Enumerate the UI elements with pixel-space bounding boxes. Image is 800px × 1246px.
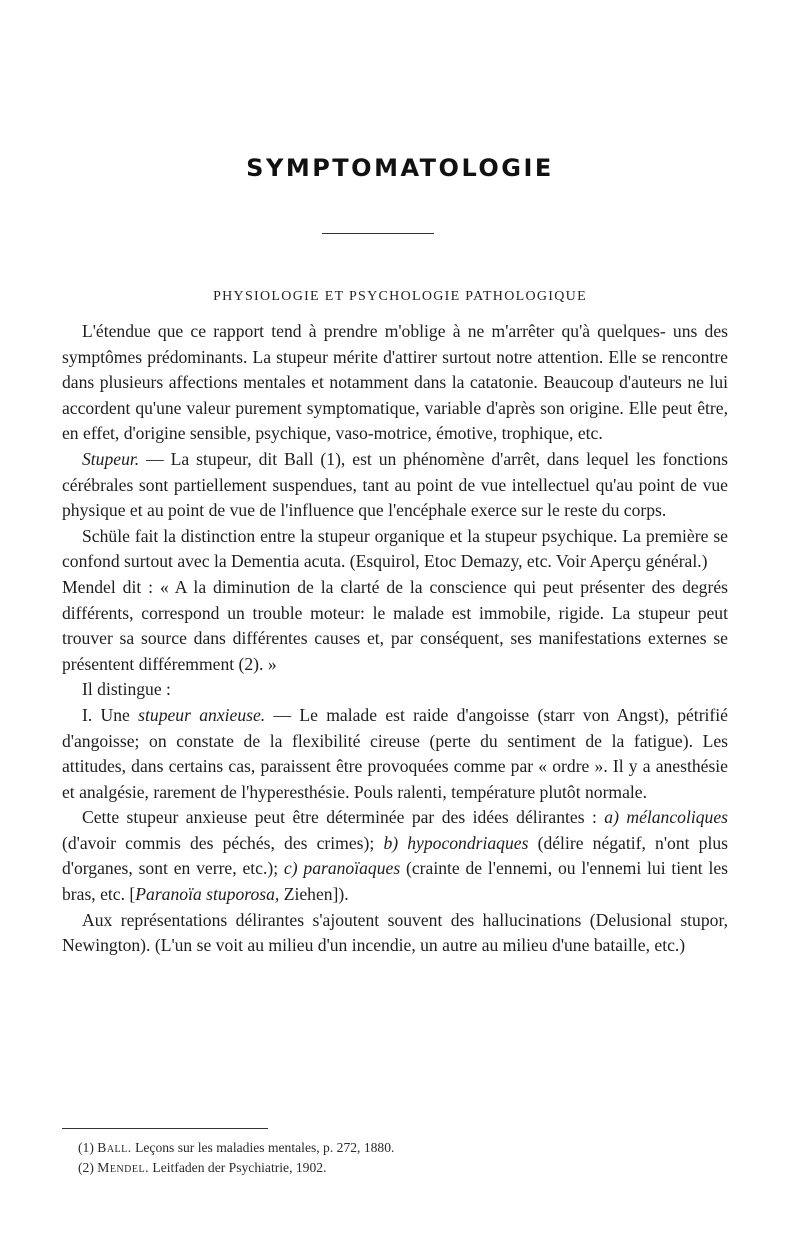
paragraph: Aux représentations délirantes s'ajoutent souvent des hallucinations (Delusional stupor, Newington). (L'un se voit au milieu d'un incendie, un autre au milieu d'une bataille, etc.) bbox=[62, 909, 728, 956]
paragraph bbox=[62, 447, 728, 524]
section-subtitle: PHYSIOLOGIE ET PSYCHOLOGIE PATHOLOGIQUE bbox=[213, 289, 587, 304]
page-title: SYMPTOMATOLOGIE bbox=[246, 154, 554, 182]
term-hypocondriaques: b) hypocondriaques bbox=[383, 832, 529, 853]
footnote-author: Ball. bbox=[97, 1140, 132, 1155]
footnotes bbox=[78, 1138, 678, 1178]
paragraph-text: Cette stupeur anxieuse peut être déterminée par des idées délirantes : bbox=[82, 807, 605, 828]
paragraph bbox=[62, 703, 728, 805]
footnote-divider bbox=[62, 1128, 268, 1129]
term-paranoia-stuporosa: Paranoïa stuporosa, bbox=[135, 884, 280, 905]
term-paranoiaques: c) paranoïaques bbox=[283, 858, 401, 879]
term-melancoliques: a) mélancoliques bbox=[604, 807, 728, 828]
footnote bbox=[78, 1158, 678, 1178]
title-divider bbox=[322, 233, 434, 234]
paragraph: Mendel dit : « A la diminution de la clarté de la conscience qui peut présenter des degrés différents, correspond un trouble moteur: le malade est immobile, rigide. La stupeur peut trouver sa source dans différentes causes et, par conséquent, ses manifestations externes se présentent différemment (2). » bbox=[62, 576, 728, 674]
footnote-text: Leitfaden der Psychiatrie, 1902. bbox=[149, 1160, 327, 1175]
paragraph: L'étendue que ce rapport tend à prendre m'oblige à ne m'arrêter qu'à quelques- uns des symptômes prédominants. La stupeur mérite d'attirer surtout notre attention. Elle se rencontre dans plusieurs affections mentales et notamment dans la catatonie. Beaucoup d'auteurs ne lui accordent qu'une valeur purement symptomatique, variable d'après son origine. Elle peut être, en effet, d'origine sensible, psychique, vaso-motrice, émotive, trophique, etc. bbox=[62, 321, 728, 444]
paragraph-text: (délire négatif, n'ont plus d'organes, sont en verre, etc.); bbox=[62, 832, 728, 879]
paragraph-text: — Le malade est raide d'angoisse (starr von Angst), pétrifié d'angoisse; on constate de la flexibilité cireuse (perte du sentiment de la fatigue). Les attitudes, dans certains cas, paraissent être provoquées comme par « ordre ». Il y a anesthésie et analgésie, rarement de l'hyperesthésie. Pouls ralenti, température plutôt normale. bbox=[62, 704, 728, 802]
paragraph-text: (d'avoir commis des péchés, des crimes); bbox=[62, 832, 384, 853]
paragraph: Schüle fait la distinction entre la stupeur organique et la stupeur psychique. La première se confond surtout avec la Dementia acuta. (Esquirol, Etoc Demazy, etc. Voir Aperçu général.) bbox=[62, 525, 728, 572]
paragraph: Il distingue : bbox=[82, 679, 171, 700]
paragraph bbox=[62, 805, 728, 907]
footnote-text: Leçons sur les maladies mentales, p. 272, 1880. bbox=[131, 1140, 395, 1155]
body-text bbox=[62, 319, 728, 959]
footnote-number: (2) bbox=[78, 1160, 94, 1175]
paragraph-lead: I. Une bbox=[82, 704, 139, 725]
footnote-author: Mendel. bbox=[97, 1160, 150, 1175]
term-stupeur-anxieuse: stupeur anxieuse. bbox=[138, 704, 266, 725]
paragraph-text: Ziehen]). bbox=[279, 884, 349, 905]
term-stupeur: Stupeur. bbox=[82, 448, 140, 469]
paragraph-text: — La stupeur, dit Ball (1), est un phénomène d'arrêt, dans lequel les fonctions cérébrales sont partiellement suspendues, tant au point de vue intellectuel qu'au point de vue physique et au point de vue de l'influence que l'encéphale exerce sur le reste du corps. bbox=[62, 448, 728, 521]
paragraph-text: (crainte de l'ennemi, ou l'ennemi lui tient les bras, etc. [ bbox=[62, 858, 729, 905]
footnote bbox=[78, 1138, 678, 1158]
footnote-number: (1) bbox=[78, 1140, 94, 1155]
